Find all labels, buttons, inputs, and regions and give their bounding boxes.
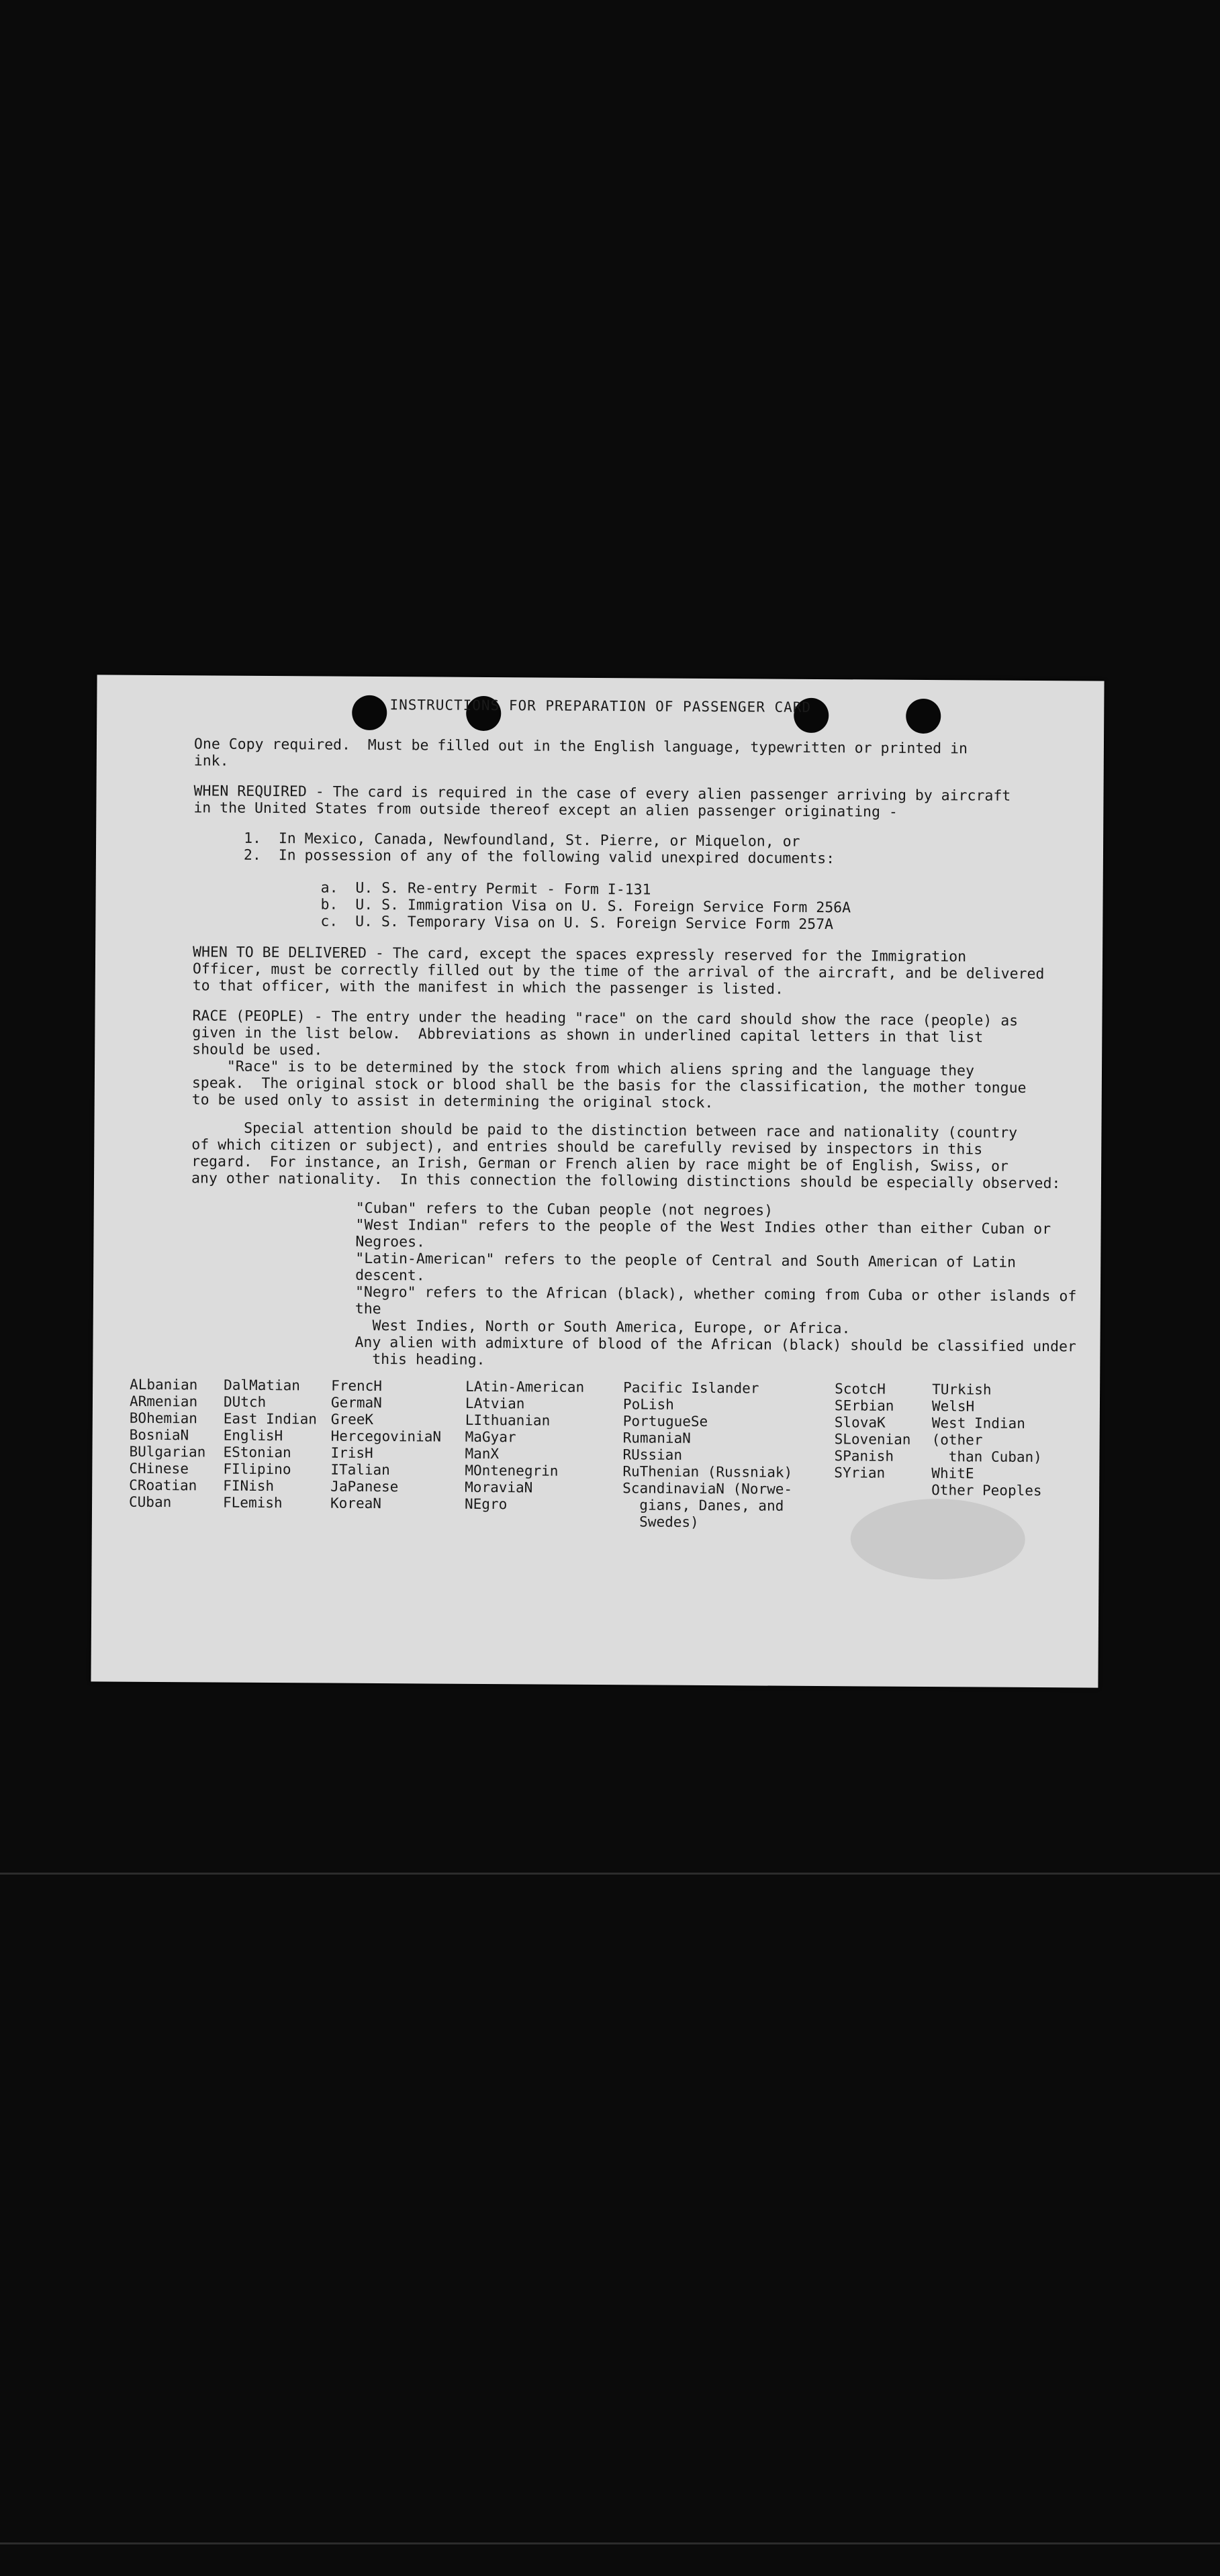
race-entry: MoraviaN <box>465 1479 533 1496</box>
race-entry: ScotcH <box>835 1381 886 1397</box>
race-entry: GermaN <box>330 1394 382 1411</box>
race-entry: FrencH <box>331 1377 383 1395</box>
when-delivered-paragraph: WHEN TO BE DELIVERED - The card, except the spaces expressly reserved for the Immigration Officer, must be correctly filled out by the time of the arrival of the aircraft, and be delivered to that officer, with the manifest in which the passenger is listed. <box>192 944 1045 998</box>
race-entry: SlovaK <box>834 1414 886 1431</box>
cuban-definition: "Cuban" refers to the Cuban people (not negroes) <box>355 1199 773 1220</box>
race-entry: FIlipino <box>223 1460 291 1478</box>
race-entry: RuThenian (Russniak) <box>622 1463 793 1481</box>
race-entry: HercegoviniaN <box>330 1428 442 1445</box>
race-entry: FLemish <box>222 1494 283 1512</box>
list-item-1: 1. In Mexico, Canada, Newfoundland, St. Pierre, or Miquelon, or <box>244 830 800 850</box>
race-entry: ARmenian <box>129 1393 198 1410</box>
race-entry: ScandinaviaN (Norwe- <box>622 1480 793 1497</box>
race-entry: BOhemian <box>129 1409 198 1427</box>
race-entry: CHinese <box>129 1460 189 1477</box>
race-entry: BUlgarian <box>129 1443 206 1460</box>
admixture-note: Any alien with admixture of blood of the African (black) should be classified under this heading. <box>355 1334 1076 1369</box>
race-entry: PoLish <box>622 1396 674 1413</box>
race-entry: LAtin-American <box>465 1378 585 1395</box>
race-people-paragraph: RACE (PEOPLE) - The entry under the heading "race" on the card should show the race (people) as given in the list below. Abbreviations as shown in underlined capital letters in that list should be used. <box>192 1007 1019 1059</box>
race-column-1 <box>129 1377 206 1512</box>
race-entry: SLovenian <box>834 1431 911 1448</box>
document-item-c: c. U. S. Temporary Visa on U. S. Foreign Service Form 257A <box>320 913 834 934</box>
race-entry: SYrian <box>834 1465 886 1481</box>
race-entry: SPanish <box>834 1448 894 1465</box>
race-entry: RUssian <box>622 1446 683 1463</box>
race-entry: PortugueSe <box>622 1413 708 1430</box>
race-entry: West Indian (other <box>931 1415 1034 1448</box>
race-entry: FINish <box>223 1477 275 1495</box>
race-entry: than Cuban) <box>931 1448 1042 1466</box>
race-entry: MOntenegrin <box>465 1462 559 1479</box>
race-column-2 <box>223 1377 317 1512</box>
race-entry: gians, Danes, and <box>622 1497 784 1514</box>
race-entry: KoreaN <box>330 1495 381 1512</box>
race-entry: JaPanese <box>330 1478 399 1495</box>
race-entry: DalMatian <box>224 1377 301 1394</box>
document-page <box>91 675 1104 1687</box>
race-column-7 <box>931 1381 1083 1499</box>
race-entry: IrisH <box>330 1444 373 1461</box>
race-entry: LAtvian <box>465 1395 525 1412</box>
scan-line-top <box>0 1873 1220 1875</box>
document-item-a: a. U. S. Re-entry Permit - Form I-131 <box>320 879 651 899</box>
race-entry: Swedes) <box>622 1514 699 1530</box>
when-required-paragraph: WHEN REQUIRED - The card is required in the case of every alien passenger arriving by aircraft in the United States from outside thereof except an alien passenger originating - <box>193 783 1011 821</box>
race-entry: DUtch <box>223 1393 267 1410</box>
race-entry: WhitE <box>931 1465 974 1482</box>
latin-american-definition: "Latin-American" refers to the people of Central and South American of Latin descent. <box>355 1250 1025 1285</box>
race-entry: SErbian <box>834 1397 894 1414</box>
special-attention-paragraph: Special attention should be paid to the distinction between race and nationality (country of which citizen or subject), and entries should be carefully revised by inspectors in this regard. For instance, an Irish, German or French alien by race might be of English, Swiss, or any other nationality. In this connection the following distinctions should be especially observed: <box>191 1120 1061 1193</box>
scan-line-bottom <box>0 2542 1220 2544</box>
race-column-5 <box>622 1379 793 1532</box>
race-column-3 <box>330 1378 442 1513</box>
race-entry: ALbanian <box>130 1376 198 1393</box>
race-entry: NEgro <box>464 1495 508 1513</box>
race-entry: East Indian <box>223 1410 317 1428</box>
bleed-through-smudge <box>850 1498 1025 1580</box>
race-entry: CUban <box>128 1493 172 1511</box>
race-column-6 <box>834 1381 911 1482</box>
race-entry: EStonian <box>223 1444 291 1461</box>
race-entry: ManX <box>465 1445 500 1463</box>
race-list <box>128 1376 1083 1530</box>
race-entry: CRoatian <box>129 1477 197 1494</box>
race-entry: Other Peoples <box>931 1482 1042 1499</box>
race-entry: Pacific Islander <box>623 1379 759 1397</box>
west-indian-definition: "West Indian" refers to the people of the West Indies other than either Cuban or Negroes. <box>355 1216 1060 1251</box>
race-column-4 <box>465 1379 584 1514</box>
race-entry: TUrkish <box>932 1381 992 1398</box>
race-entry: EnglisH <box>223 1427 283 1444</box>
race-entry: ITalian <box>330 1461 390 1479</box>
list-item-2: 2. In possession of any of the following valid unexpired documents: <box>243 846 835 868</box>
race-entry: WelsH <box>931 1398 975 1415</box>
race-entry: RumaniaN <box>622 1430 691 1446</box>
document-title: INSTRUCTIONS FOR PREPARATION OF PASSENGER CARD <box>389 697 812 715</box>
race-definition-paragraph: "Race" is to be determined by the stock from which aliens spring and the language they speak. The original stock or blood shall be the basis for the classification, the mother tongue to be used only to assist in determining the original stock. <box>191 1058 1027 1112</box>
intro-paragraph: One Copy required. Must be filled out in the English language, typewritten or printed in ink. <box>193 736 968 770</box>
race-entry: GreeK <box>330 1411 374 1428</box>
race-entry: BosniaN <box>129 1426 189 1444</box>
document-item-b: b. U. S. Immigration Visa on U. S. Foreign Service Form 256A <box>320 896 851 917</box>
race-entry: MaGyar <box>465 1428 516 1446</box>
race-entry: LIthuanian <box>465 1411 551 1429</box>
negro-definition: "Negro" refers to the African (black), whether coming from Cuba or other islands of the West Indies, North or South America, Europe, or Africa. <box>355 1283 1086 1338</box>
